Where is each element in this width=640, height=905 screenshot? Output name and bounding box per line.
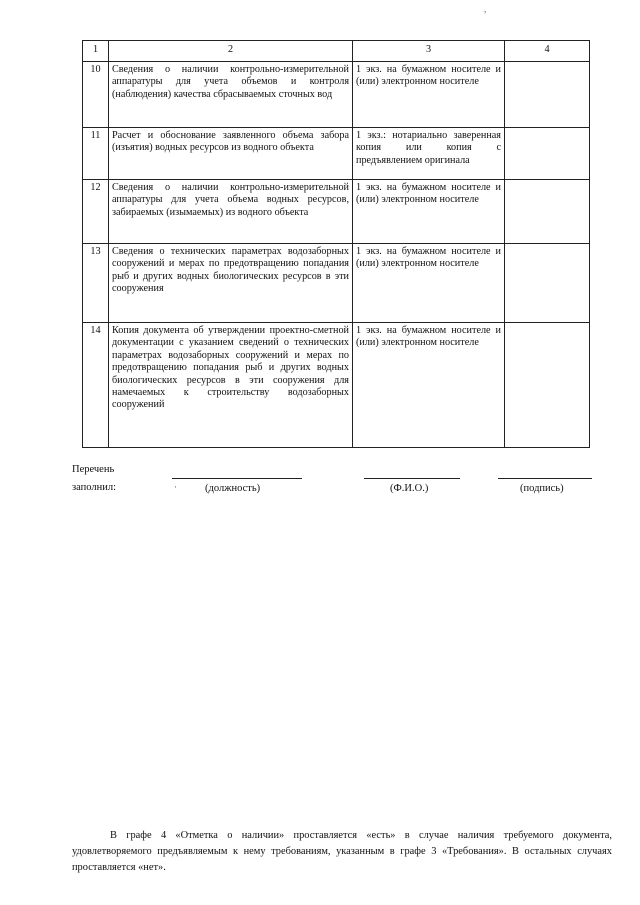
row-mark (505, 323, 590, 448)
filled-by-label-line1: Перечень (72, 464, 115, 475)
table-row (83, 244, 590, 323)
header-col-1: 1 (83, 41, 109, 62)
row-description: Сведения о технических параметрах водозаборных сооружений и мерах по предотвращению попадания рыб и других водных биологических ресурсов в эти сооружения (109, 244, 353, 323)
row-number: 12 (83, 180, 109, 244)
position-signature-line (172, 478, 302, 479)
signature-block (0, 462, 640, 502)
row-requirement: 1 экз. на бумажном носителе и (или) электронном носителе (353, 323, 505, 448)
header-col-4: 4 (505, 41, 590, 62)
name-signature-line (364, 478, 460, 479)
row-description: Сведения о наличии контрольно-измерительной аппаратуры для учета объема водных ресурсов, забираемых (изымаемых) из водного объекта (109, 180, 353, 244)
row-requirement: 1 экз. на бумажном носителе и (или) электронном носителе (353, 62, 505, 128)
row-requirement: 1 экз. на бумажном носителе и (или) электронном носителе (353, 244, 505, 323)
row-description: Сведения о наличии контрольно-измерительной аппаратуры для учета объемов и контроля (наблюдения) качества сбрасываемых сточных вод (109, 62, 353, 128)
filled-by-label-line2: заполнил: (72, 482, 117, 493)
row-description: Копия документа об утверждении проектно-сметной документации с указанием сведений о технических параметрах водозаборных сооружений и мерах по предотвращению попадания рыб и других водных биологических ресурсов в эти сооружения для намечаемых к строительству водозаборных сооружений (109, 323, 353, 448)
scan-speck: · (174, 482, 177, 492)
table-row (83, 62, 590, 128)
row-number: 13 (83, 244, 109, 323)
table-row (83, 323, 590, 448)
row-number: 14 (83, 323, 109, 448)
table-row (83, 180, 590, 244)
name-caption: (Ф.И.О.) (390, 483, 429, 494)
row-mark (505, 62, 590, 128)
scan-speck: , (484, 4, 487, 14)
row-mark (505, 180, 590, 244)
header-col-3: 3 (353, 41, 505, 62)
row-number: 10 (83, 62, 109, 128)
documents-table (82, 40, 590, 448)
header-col-2: 2 (109, 41, 353, 62)
row-description: Расчет и обоснование заявленного объема забора (изъятия) водных ресурсов из водного объекта (109, 128, 353, 180)
row-mark (505, 244, 590, 323)
position-caption: (должность) (205, 483, 261, 494)
row-mark (505, 128, 590, 180)
footnote-paragraph: В графе 4 «Отметка о наличии» проставляется «есть» в случае наличия требуемого документа, удовлетворяемого предъявляемым к нему требованиям, указанным в графе 3 «Требования». В остальных случаях проставляется «нет». (72, 830, 612, 874)
table-row (83, 128, 590, 180)
signature-line (498, 478, 592, 479)
signature-caption: (подпись) (520, 483, 564, 494)
row-requirement: 1 экз. на бумажном носителе и (или) электронном носителе (353, 180, 505, 244)
table-header-row (83, 41, 590, 62)
row-requirement: 1 экз.: нотариально заверенная копия или копия с предъявлением оригинала (353, 128, 505, 180)
row-number: 11 (83, 128, 109, 180)
